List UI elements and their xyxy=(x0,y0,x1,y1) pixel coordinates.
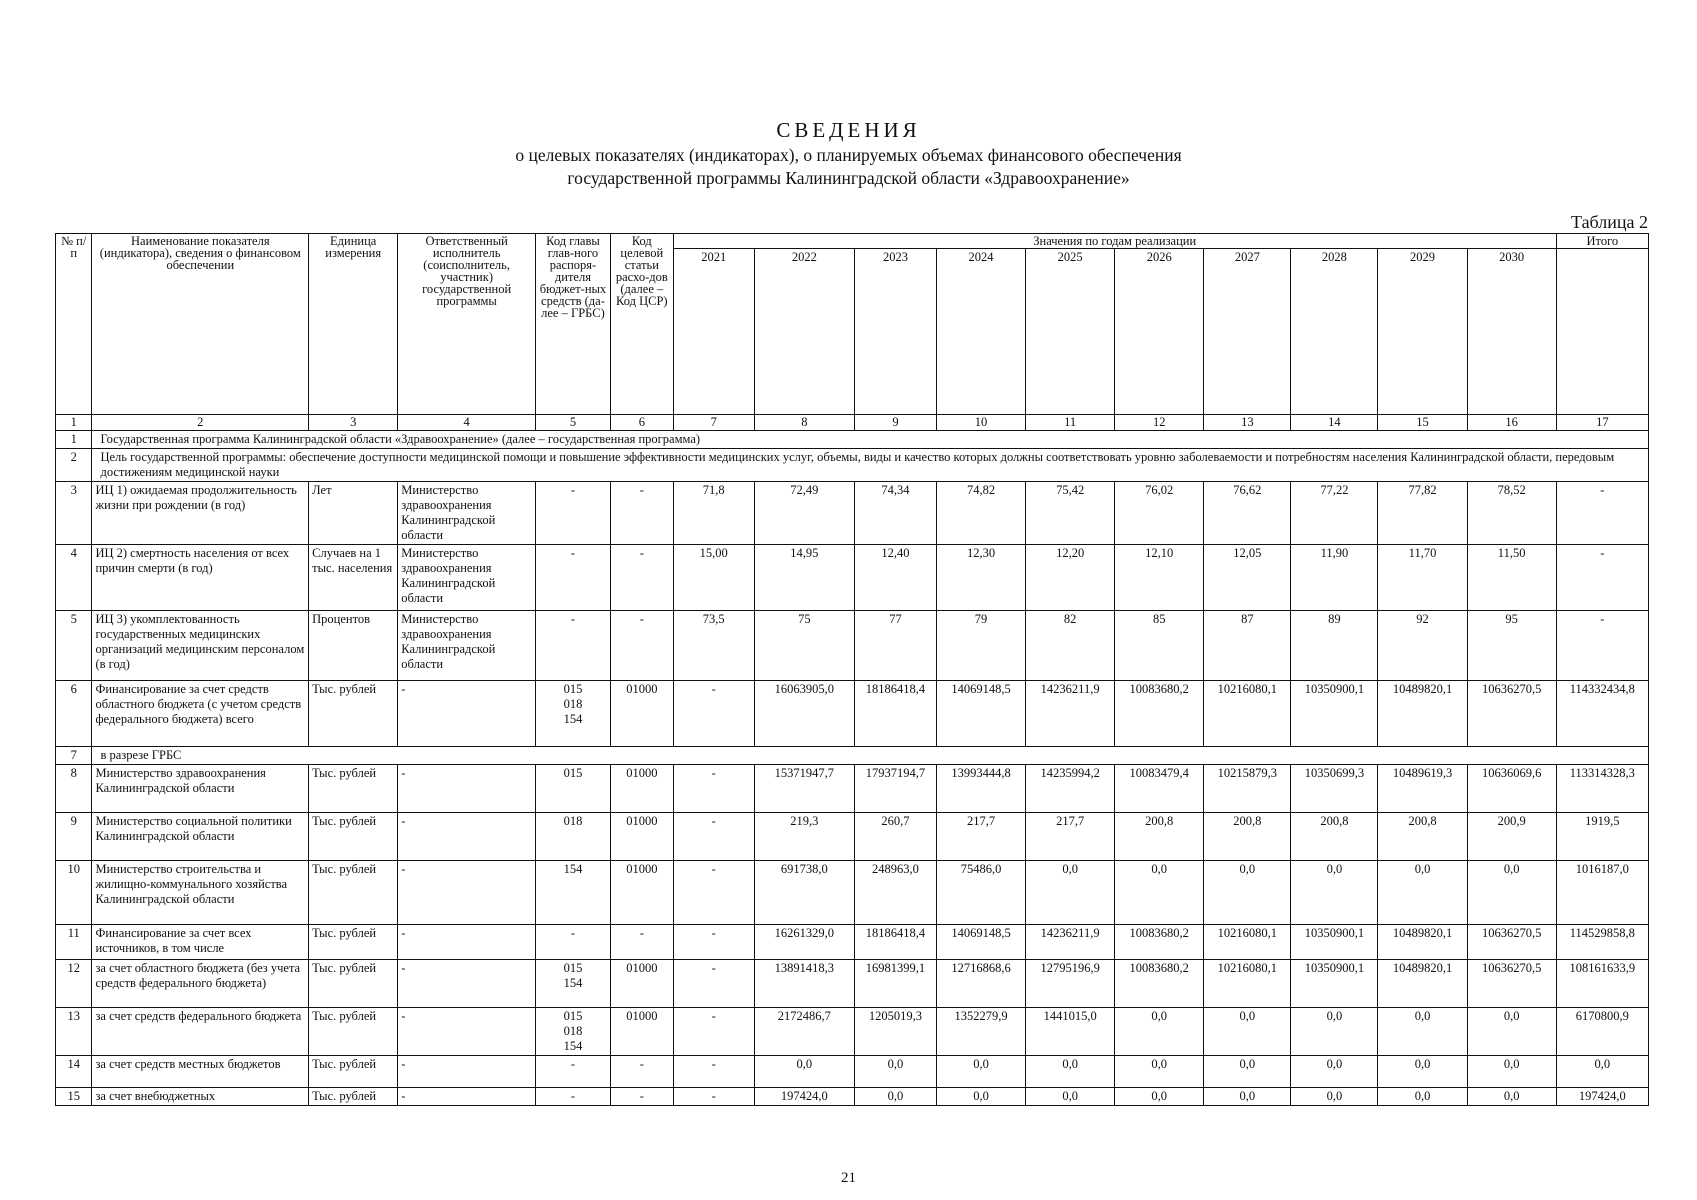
row-responsible: - xyxy=(398,1008,536,1056)
column-number: 10 xyxy=(936,415,1025,431)
row-csr-code: 01000 xyxy=(610,960,673,1008)
row-year-value: 78,52 xyxy=(1467,482,1556,545)
row-year-value: 15,00 xyxy=(673,545,754,611)
row-responsible: - xyxy=(398,960,536,1008)
row-year-value: 75486,0 xyxy=(936,861,1025,925)
row-year-value: - xyxy=(673,681,754,747)
row-number: 13 xyxy=(56,1008,92,1056)
column-number: 8 xyxy=(754,415,854,431)
row-year-value: 73,5 xyxy=(673,611,754,681)
row-year-value: 0,0 xyxy=(1204,1056,1291,1088)
row-year-value: 76,02 xyxy=(1115,482,1204,545)
row-year-value: 12,10 xyxy=(1115,545,1204,611)
column-number: 11 xyxy=(1026,415,1115,431)
row-csr-code: - xyxy=(610,482,673,545)
row-year-value: 75,42 xyxy=(1026,482,1115,545)
row-year-value: 2172486,7 xyxy=(754,1008,854,1056)
row-year-value: - xyxy=(673,1008,754,1056)
document-subtitle-line1: о целевых показателях (индикаторах), о планируемых объемах финансового обеспечения xyxy=(515,145,1182,165)
row-indicator-name: Финансирование за счет средств областного бюджета (с учетом средств федерального бюджета) всего xyxy=(92,681,309,747)
row-year-value: 10350699,3 xyxy=(1291,765,1378,813)
row-csr-code: 01000 xyxy=(610,813,673,861)
header-unit: Единица измерения xyxy=(309,234,398,415)
row-year-value: 0,0 xyxy=(1026,861,1115,925)
table-row xyxy=(56,765,1649,813)
row-year-value: 87 xyxy=(1204,611,1291,681)
row-year-value: 85 xyxy=(1115,611,1204,681)
row-year-value: 0,0 xyxy=(1378,1088,1467,1106)
row-number: 15 xyxy=(56,1088,92,1106)
row-csr-code: - xyxy=(610,1056,673,1088)
row-number: 2 xyxy=(56,449,92,482)
row-year-value: 10216080,1 xyxy=(1204,681,1291,747)
row-year-value: 12,05 xyxy=(1204,545,1291,611)
header-responsible: Ответственный исполнитель (соисполнитель, участник) государственной программы xyxy=(398,234,536,415)
row-responsible: - xyxy=(398,1056,536,1088)
document-subtitle-line2: государственной программы Калининградской области «Здравоохранение» xyxy=(567,168,1130,188)
row-responsible: - xyxy=(398,861,536,925)
table-row xyxy=(56,1008,1649,1056)
column-number: 6 xyxy=(610,415,673,431)
row-year-value: 10489820,1 xyxy=(1378,681,1467,747)
row-year-value: 0,0 xyxy=(1291,1088,1378,1106)
row-year-value: 200,8 xyxy=(1204,813,1291,861)
table-row xyxy=(56,482,1649,545)
row-unit: Тыс. рублей xyxy=(309,1056,398,1088)
row-year-value: - xyxy=(673,813,754,861)
row-unit: Случаев на 1 тыс. населения xyxy=(309,545,398,611)
row-year-value: 10083680,2 xyxy=(1115,681,1204,747)
row-year-value: - xyxy=(673,765,754,813)
row-year-value: 1441015,0 xyxy=(1026,1008,1115,1056)
header-year: 2026 xyxy=(1115,249,1204,415)
row-number: 4 xyxy=(56,545,92,611)
row-year-value: 200,8 xyxy=(1115,813,1204,861)
header-values-by-year: Значения по годам реализации xyxy=(673,234,1556,249)
row-year-value: 219,3 xyxy=(754,813,854,861)
row-total: 197424,0 xyxy=(1556,1088,1648,1106)
merged-row xyxy=(56,747,1649,765)
table-row xyxy=(56,681,1649,747)
row-number: 10 xyxy=(56,861,92,925)
row-year-value: 10489820,1 xyxy=(1378,960,1467,1008)
table-row xyxy=(56,813,1649,861)
row-year-value: 13993444,8 xyxy=(936,765,1025,813)
table-row xyxy=(56,1088,1649,1106)
row-year-value: 71,8 xyxy=(673,482,754,545)
row-responsible: Министерство здравоохранения Калининградской области xyxy=(398,482,536,545)
row-grbs-code: 015 154 xyxy=(535,960,610,1008)
row-year-value: 200,8 xyxy=(1378,813,1467,861)
row-year-value: 13891418,3 xyxy=(754,960,854,1008)
row-year-value: - xyxy=(673,1088,754,1106)
header-grbs: Код главы глав-ного распоря-дителя бюджет-ных средств (да-лее – ГРБС) xyxy=(535,234,610,415)
table-row xyxy=(56,925,1649,960)
row-year-value: 14,95 xyxy=(754,545,854,611)
row-year-value: 89 xyxy=(1291,611,1378,681)
row-year-value: - xyxy=(673,1056,754,1088)
row-responsible: Министерство здравоохранения Калининградской области xyxy=(398,611,536,681)
table-label: Таблица 2 xyxy=(1571,212,1648,232)
row-year-value: 72,49 xyxy=(754,482,854,545)
row-grbs-code: - xyxy=(535,611,610,681)
row-responsible: - xyxy=(398,925,536,960)
row-year-value: 11,50 xyxy=(1467,545,1556,611)
row-year-value: 10636270,5 xyxy=(1467,925,1556,960)
row-responsible: - xyxy=(398,765,536,813)
row-year-value: 1205019,3 xyxy=(854,1008,936,1056)
column-number: 13 xyxy=(1204,415,1291,431)
row-total: 114529858,8 xyxy=(1556,925,1648,960)
row-year-value: 10636270,5 xyxy=(1467,681,1556,747)
row-year-value: 10350900,1 xyxy=(1291,925,1378,960)
row-year-value: 10636270,5 xyxy=(1467,960,1556,1008)
header-year: 2028 xyxy=(1291,249,1378,415)
row-year-value: 217,7 xyxy=(936,813,1025,861)
header-year: 2029 xyxy=(1378,249,1467,415)
page-number: 21 xyxy=(841,1170,856,1186)
row-total: 1919,5 xyxy=(1556,813,1648,861)
row-grbs-code: - xyxy=(535,482,610,545)
row-number: 1 xyxy=(56,431,92,449)
row-indicator-name: ИЦ 3) укомплектованность государственных медицинских организаций медицинским персоналом (в год) xyxy=(92,611,309,681)
row-year-value: 217,7 xyxy=(1026,813,1115,861)
row-year-value: 82 xyxy=(1026,611,1115,681)
row-year-value: - xyxy=(673,861,754,925)
row-grbs-code: - xyxy=(535,545,610,611)
row-year-value: 11,70 xyxy=(1378,545,1467,611)
merged-row-text: Государственная программа Калининградской области «Здравоохранение» (далее – государственная программа) xyxy=(92,431,1649,449)
row-year-value: 0,0 xyxy=(1467,1008,1556,1056)
row-year-value: 200,9 xyxy=(1467,813,1556,861)
column-number: 7 xyxy=(673,415,754,431)
column-number: 4 xyxy=(398,415,536,431)
row-year-value: 10489619,3 xyxy=(1378,765,1467,813)
row-csr-code: 01000 xyxy=(610,681,673,747)
row-unit: Тыс. рублей xyxy=(309,813,398,861)
row-year-value: - xyxy=(673,960,754,1008)
table-row xyxy=(56,545,1649,611)
row-year-value: 16981399,1 xyxy=(854,960,936,1008)
row-total: 0,0 xyxy=(1556,1056,1648,1088)
row-year-value: 11,90 xyxy=(1291,545,1378,611)
row-indicator-name: за счет внебюджетных xyxy=(92,1088,309,1106)
column-number: 17 xyxy=(1556,415,1648,431)
header-year: 2023 xyxy=(854,249,936,415)
row-csr-code: - xyxy=(610,1088,673,1106)
row-csr-code: 01000 xyxy=(610,1008,673,1056)
merged-row-text: в разрезе ГРБС xyxy=(92,747,1649,765)
row-year-value: 16261329,0 xyxy=(754,925,854,960)
row-year-value: 12795196,9 xyxy=(1026,960,1115,1008)
row-csr-code: - xyxy=(610,925,673,960)
row-number: 6 xyxy=(56,681,92,747)
row-grbs-code: 015 018 154 xyxy=(535,1008,610,1056)
row-total: 113314328,3 xyxy=(1556,765,1648,813)
table-row xyxy=(56,861,1649,925)
row-year-value: 76,62 xyxy=(1204,482,1291,545)
row-year-value: 74,82 xyxy=(936,482,1025,545)
row-number: 9 xyxy=(56,813,92,861)
row-year-value: 0,0 xyxy=(1204,1088,1291,1106)
row-number: 7 xyxy=(56,747,92,765)
row-year-value: 0,0 xyxy=(1204,861,1291,925)
row-year-value: - xyxy=(673,925,754,960)
row-indicator-name: за счет средств местных бюджетов xyxy=(92,1056,309,1088)
row-total: 108161633,9 xyxy=(1556,960,1648,1008)
row-year-value: 0,0 xyxy=(1115,1008,1204,1056)
row-number: 3 xyxy=(56,482,92,545)
row-unit: Тыс. рублей xyxy=(309,1088,398,1106)
row-unit: Тыс. рублей xyxy=(309,1008,398,1056)
row-year-value: 0,0 xyxy=(1115,1088,1204,1106)
header-name: Наименование показателя (индикатора), сведения о финансовом обеспечении xyxy=(92,234,309,415)
row-year-value: 10489820,1 xyxy=(1378,925,1467,960)
row-grbs-code: - xyxy=(535,1056,610,1088)
row-year-value: 0,0 xyxy=(1115,1056,1204,1088)
row-total: - xyxy=(1556,482,1648,545)
header-row-1 xyxy=(56,234,1649,249)
row-number: 8 xyxy=(56,765,92,813)
row-year-value: 77,22 xyxy=(1291,482,1378,545)
row-total: - xyxy=(1556,545,1648,611)
row-year-value: 92 xyxy=(1378,611,1467,681)
row-year-value: 197424,0 xyxy=(754,1088,854,1106)
row-year-value: 10350900,1 xyxy=(1291,960,1378,1008)
row-year-value: 260,7 xyxy=(854,813,936,861)
row-indicator-name: Министерство строительства и жилищно-коммунального хозяйства Калининградской области xyxy=(92,861,309,925)
row-year-value: 10216080,1 xyxy=(1204,960,1291,1008)
row-csr-code: 01000 xyxy=(610,765,673,813)
row-year-value: 10083680,2 xyxy=(1115,925,1204,960)
row-year-value: 0,0 xyxy=(1204,1008,1291,1056)
row-year-value: 14069148,5 xyxy=(936,925,1025,960)
row-year-value: 12716868,6 xyxy=(936,960,1025,1008)
row-indicator-name: Министерство социальной политики Калининградской области xyxy=(92,813,309,861)
row-year-value: 14236211,9 xyxy=(1026,681,1115,747)
row-grbs-code: 015 018 154 xyxy=(535,681,610,747)
row-year-value: 74,34 xyxy=(854,482,936,545)
row-year-value: 77,82 xyxy=(1378,482,1467,545)
row-year-value: 77 xyxy=(854,611,936,681)
merged-row-text: Цель государственной программы: обеспечение доступности медицинской помощи и повышение эффективности медицинских услуг, объемы, виды и качество которых должны соответствовать уровню заболеваемости и потребностям населения Калининградской области, передовым достижениям медицинской науки xyxy=(92,449,1649,482)
row-total: 1016187,0 xyxy=(1556,861,1648,925)
row-unit: Тыс. рублей xyxy=(309,960,398,1008)
row-year-value: 14236211,9 xyxy=(1026,925,1115,960)
row-year-value: 14069148,5 xyxy=(936,681,1025,747)
row-year-value: 0,0 xyxy=(854,1056,936,1088)
row-year-value: 79 xyxy=(936,611,1025,681)
row-year-value: 0,0 xyxy=(1026,1088,1115,1106)
row-year-value: 0,0 xyxy=(1115,861,1204,925)
row-indicator-name: ИЦ 2) смертность населения от всех причин смерти (в год) xyxy=(92,545,309,611)
header-year: 2024 xyxy=(936,249,1025,415)
row-year-value: 0,0 xyxy=(1378,1056,1467,1088)
header-year: 2022 xyxy=(754,249,854,415)
row-total: 6170800,9 xyxy=(1556,1008,1648,1056)
row-year-value: 12,40 xyxy=(854,545,936,611)
header-num: № п/п xyxy=(56,234,92,415)
header-year: 2027 xyxy=(1204,249,1291,415)
row-year-value: 0,0 xyxy=(936,1088,1025,1106)
row-year-value: 14235994,2 xyxy=(1026,765,1115,813)
row-year-value: 0,0 xyxy=(854,1088,936,1106)
row-unit: Лет xyxy=(309,482,398,545)
row-number: 12 xyxy=(56,960,92,1008)
row-indicator-name: ИЦ 1) ожидаемая продолжительность жизни при рождении (в год) xyxy=(92,482,309,545)
row-year-value: 10350900,1 xyxy=(1291,681,1378,747)
merged-row xyxy=(56,449,1649,482)
row-indicator-name: Министерство здравоохранения Калининградской области xyxy=(92,765,309,813)
row-year-value: 0,0 xyxy=(1291,1056,1378,1088)
row-year-value: 15371947,7 xyxy=(754,765,854,813)
column-number: 14 xyxy=(1291,415,1378,431)
merged-row xyxy=(56,431,1649,449)
row-year-value: 691738,0 xyxy=(754,861,854,925)
row-year-value: 10083479,4 xyxy=(1115,765,1204,813)
row-year-value: 0,0 xyxy=(1378,1008,1467,1056)
row-grbs-code: 015 xyxy=(535,765,610,813)
row-unit: Тыс. рублей xyxy=(309,925,398,960)
row-year-value: 200,8 xyxy=(1291,813,1378,861)
indicators-table xyxy=(55,233,1649,1106)
row-grbs-code: - xyxy=(535,1088,610,1106)
row-year-value: 16063905,0 xyxy=(754,681,854,747)
header-total: Итого xyxy=(1556,234,1648,249)
row-csr-code: - xyxy=(610,611,673,681)
header-csr: Код целевой статьи расхо-дов (далее – Код ЦСР) xyxy=(610,234,673,415)
row-number: 11 xyxy=(56,925,92,960)
column-number: 16 xyxy=(1467,415,1556,431)
column-number: 2 xyxy=(92,415,309,431)
row-year-value: 0,0 xyxy=(1467,861,1556,925)
header-year: 2030 xyxy=(1467,249,1556,415)
row-indicator-name: Финансирование за счет всех источников, в том числе xyxy=(92,925,309,960)
row-year-value: 10215879,3 xyxy=(1204,765,1291,813)
column-number: 12 xyxy=(1115,415,1204,431)
row-year-value: 0,0 xyxy=(1467,1056,1556,1088)
document-title: СВЕДЕНИЯ xyxy=(776,118,921,142)
row-indicator-name: за счет областного бюджета (без учета средств федерального бюджета) xyxy=(92,960,309,1008)
row-year-value: 0,0 xyxy=(1378,861,1467,925)
table-row xyxy=(56,611,1649,681)
row-indicator-name: за счет средств федерального бюджета xyxy=(92,1008,309,1056)
row-year-value: 12,20 xyxy=(1026,545,1115,611)
row-grbs-code: 018 xyxy=(535,813,610,861)
header-year: 2021 xyxy=(673,249,754,415)
table-row xyxy=(56,1056,1649,1088)
row-grbs-code: - xyxy=(535,925,610,960)
row-year-value: 10083680,2 xyxy=(1115,960,1204,1008)
row-number: 14 xyxy=(56,1056,92,1088)
row-year-value: 10216080,1 xyxy=(1204,925,1291,960)
row-unit: Тыс. рублей xyxy=(309,681,398,747)
row-unit: Тыс. рублей xyxy=(309,765,398,813)
header-total-empty xyxy=(1556,249,1648,415)
row-responsible: - xyxy=(398,681,536,747)
row-year-value: 0,0 xyxy=(1467,1088,1556,1106)
row-year-value: 248963,0 xyxy=(854,861,936,925)
column-number: 3 xyxy=(309,415,398,431)
row-unit: Тыс. рублей xyxy=(309,861,398,925)
row-total: 114332434,8 xyxy=(1556,681,1648,747)
column-number: 15 xyxy=(1378,415,1467,431)
row-responsible: - xyxy=(398,1088,536,1106)
row-grbs-code: 154 xyxy=(535,861,610,925)
row-year-value: 0,0 xyxy=(1291,1008,1378,1056)
column-number: 5 xyxy=(535,415,610,431)
row-year-value: 10636069,6 xyxy=(1467,765,1556,813)
row-year-value: 18186418,4 xyxy=(854,681,936,747)
row-csr-code: 01000 xyxy=(610,861,673,925)
row-year-value: 18186418,4 xyxy=(854,925,936,960)
row-unit: Процентов xyxy=(309,611,398,681)
table-row xyxy=(56,960,1649,1008)
column-number: 1 xyxy=(56,415,92,431)
row-year-value: 17937194,7 xyxy=(854,765,936,813)
row-responsible: - xyxy=(398,813,536,861)
row-year-value: 0,0 xyxy=(754,1056,854,1088)
row-year-value: 1352279,9 xyxy=(936,1008,1025,1056)
row-year-value: 12,30 xyxy=(936,545,1025,611)
row-year-value: 95 xyxy=(1467,611,1556,681)
row-total: - xyxy=(1556,611,1648,681)
header-year: 2025 xyxy=(1026,249,1115,415)
row-responsible: Министерство здравоохранения Калининградской области xyxy=(398,545,536,611)
row-year-value: 75 xyxy=(754,611,854,681)
row-year-value: 0,0 xyxy=(936,1056,1025,1088)
row-year-value: 0,0 xyxy=(1291,861,1378,925)
row-number: 5 xyxy=(56,611,92,681)
column-numbers-row xyxy=(56,415,1649,431)
row-csr-code: - xyxy=(610,545,673,611)
column-number: 9 xyxy=(854,415,936,431)
row-year-value: 0,0 xyxy=(1026,1056,1115,1088)
